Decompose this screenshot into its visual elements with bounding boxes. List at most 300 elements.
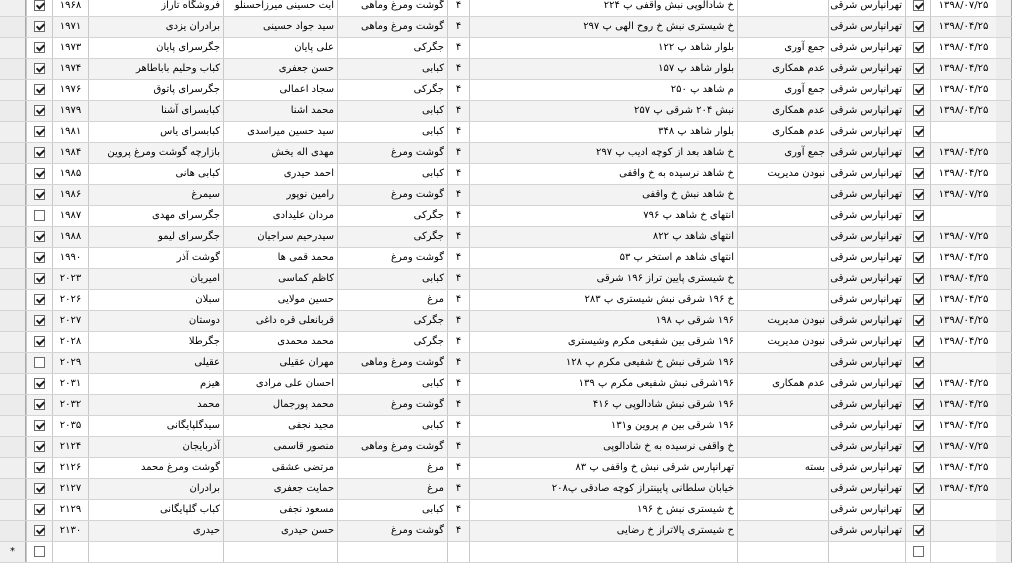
shop-name-cell[interactable]: جگرطلا — [88, 332, 223, 352]
verified-checkbox[interactable] — [913, 315, 924, 326]
district-cell[interactable]: ۴ — [447, 185, 469, 205]
active-checkbox[interactable] — [34, 105, 45, 116]
active-checkbox[interactable] — [34, 525, 45, 536]
verified-checkbox[interactable] — [913, 483, 924, 494]
table-row[interactable] — [0, 395, 1012, 416]
manager-cell[interactable]: مسعود نجفی — [223, 500, 337, 520]
district-cell[interactable]: ۴ — [447, 395, 469, 415]
table-row[interactable] — [0, 290, 1012, 311]
address-cell[interactable]: خ شادالوپی نبش واقفی پ ۲۲۴ — [469, 0, 737, 16]
area-cell[interactable]: تهرانپارس شرقی — [828, 311, 905, 331]
status-cell[interactable]: عدم همکاری — [737, 122, 828, 142]
area-cell[interactable]: تهرانپارس شرقی — [828, 395, 905, 415]
manager-cell[interactable]: آیت حسینی میرزاحسنلو — [223, 0, 337, 16]
record-selector[interactable] — [996, 164, 1012, 184]
verified-checkbox[interactable] — [913, 63, 924, 74]
active-checkbox[interactable] — [34, 462, 45, 473]
record-selector[interactable] — [996, 17, 1012, 37]
record-selector[interactable] — [0, 164, 26, 184]
active-checkbox[interactable] — [34, 399, 45, 410]
id-cell[interactable]: ۱۹۸۶ — [52, 185, 88, 205]
manager-cell[interactable]: منصور قاسمی — [223, 437, 337, 457]
table-row[interactable] — [0, 479, 1012, 500]
manager-cell[interactable]: سجاد اعمالی — [223, 80, 337, 100]
record-selector[interactable] — [0, 479, 26, 499]
shop-name-cell[interactable]: بازارچه گوشت ومرغ پروین — [88, 143, 223, 163]
shop-name-cell[interactable]: سیمرغ — [88, 185, 223, 205]
active-checkbox[interactable] — [34, 378, 45, 389]
district-cell[interactable]: ۴ — [447, 500, 469, 520]
id-cell[interactable]: ۱۹۷۶ — [52, 80, 88, 100]
date-cell[interactable]: ۱۳۹۸/۰۴/۲۵ — [930, 311, 996, 331]
verified-checkbox[interactable] — [913, 273, 924, 284]
area-cell[interactable]: تهرانپارس شرقی — [828, 332, 905, 352]
address-cell[interactable] — [469, 542, 737, 562]
status-cell[interactable] — [737, 17, 828, 37]
area-cell[interactable]: تهرانپارس شرقی — [828, 479, 905, 499]
district-cell[interactable]: ۴ — [447, 458, 469, 478]
table-row[interactable] — [0, 17, 1012, 38]
status-cell[interactable] — [737, 479, 828, 499]
active-checkbox[interactable] — [34, 0, 45, 11]
record-selector[interactable] — [0, 458, 26, 478]
category-cell[interactable]: گوشت ومرغ وماهی — [337, 353, 447, 373]
district-cell[interactable]: ۴ — [447, 80, 469, 100]
shop-name-cell[interactable]: جگرسرای پایان — [88, 38, 223, 58]
id-cell[interactable]: ۲۱۲۴ — [52, 437, 88, 457]
record-selector[interactable] — [996, 143, 1012, 163]
date-cell[interactable]: ۱۳۹۸/۰۷/۲۵ — [930, 185, 996, 205]
record-selector[interactable] — [0, 395, 26, 415]
shop-name-cell[interactable]: کبابسرای یاس — [88, 122, 223, 142]
status-cell[interactable] — [737, 416, 828, 436]
category-cell[interactable]: جگرکی — [337, 311, 447, 331]
status-cell[interactable]: جمع آوری — [737, 143, 828, 163]
table-row[interactable] — [0, 500, 1012, 521]
date-cell[interactable] — [930, 521, 996, 541]
table-row[interactable] — [0, 458, 1012, 479]
address-cell[interactable]: بلوار شاهد پ ۳۴۸ — [469, 122, 737, 142]
table-row[interactable] — [0, 332, 1012, 353]
status-cell[interactable]: عدم همکاری — [737, 59, 828, 79]
id-cell[interactable]: ۲۰۳۱ — [52, 374, 88, 394]
manager-cell[interactable]: حسن حیدری — [223, 521, 337, 541]
active-checkbox[interactable] — [34, 336, 45, 347]
shop-name-cell[interactable]: جگرسرای لیمو — [88, 227, 223, 247]
area-cell[interactable]: تهرانپارس شرقی — [828, 143, 905, 163]
active-checkbox[interactable] — [34, 189, 45, 200]
record-selector[interactable] — [0, 542, 26, 562]
id-cell[interactable]: ۲۰۲۶ — [52, 290, 88, 310]
manager-cell[interactable]: مرتضی عشقی — [223, 458, 337, 478]
record-selector[interactable] — [0, 332, 26, 352]
category-cell[interactable]: گوشت ومرغ — [337, 521, 447, 541]
verified-checkbox[interactable] — [913, 21, 924, 32]
category-cell[interactable] — [337, 542, 447, 562]
address-cell[interactable]: ۱۹۶ شرقی بین م پروین و۱۳۱ — [469, 416, 737, 436]
date-cell[interactable]: ۱۳۹۸/۰۴/۲۵ — [930, 395, 996, 415]
verified-checkbox[interactable] — [913, 357, 924, 368]
date-cell[interactable]: ۱۳۹۸/۰۴/۲۵ — [930, 332, 996, 352]
address-cell[interactable]: بلوار شاهد پ ۱۲۲ — [469, 38, 737, 58]
address-cell[interactable]: خ شاهد نرسیده به خ واقفی — [469, 164, 737, 184]
id-cell[interactable]: ۲۱۲۹ — [52, 500, 88, 520]
area-cell[interactable]: تهرانپارس شرقی — [828, 416, 905, 436]
table-row[interactable] — [0, 437, 1012, 458]
shop-name-cell[interactable]: جگرسرای پاتوق — [88, 80, 223, 100]
active-checkbox[interactable] — [34, 63, 45, 74]
category-cell[interactable]: کبابی — [337, 101, 447, 121]
manager-cell[interactable]: حسن جعفری — [223, 59, 337, 79]
manager-cell[interactable]: احسان علی مرادی — [223, 374, 337, 394]
record-selector[interactable] — [996, 416, 1012, 436]
record-selector[interactable] — [996, 269, 1012, 289]
date-cell[interactable]: ۱۳۹۸/۰۴/۲۵ — [930, 143, 996, 163]
record-selector[interactable] — [0, 143, 26, 163]
table-row[interactable] — [0, 353, 1012, 374]
shop-name-cell[interactable]: فروشگاه تاراز — [88, 0, 223, 16]
district-cell[interactable]: ۴ — [447, 227, 469, 247]
manager-cell[interactable]: قربانعلی قره داغی — [223, 311, 337, 331]
verified-checkbox[interactable] — [913, 105, 924, 116]
active-checkbox[interactable] — [34, 483, 45, 494]
category-cell[interactable]: کبابی — [337, 122, 447, 142]
new-record-row[interactable] — [0, 542, 1012, 563]
area-cell[interactable]: تهرانپارس شرقی — [828, 227, 905, 247]
area-cell[interactable]: تهرانپارس شرقی — [828, 269, 905, 289]
district-cell[interactable]: ۴ — [447, 206, 469, 226]
record-selector[interactable] — [996, 185, 1012, 205]
record-selector[interactable] — [996, 227, 1012, 247]
status-cell[interactable] — [737, 269, 828, 289]
shop-name-cell[interactable]: آذربایجان — [88, 437, 223, 457]
verified-checkbox[interactable] — [913, 462, 924, 473]
id-cell[interactable]: ۱۹۸۵ — [52, 164, 88, 184]
area-cell[interactable]: تهرانپارس شرقی — [828, 206, 905, 226]
record-selector[interactable] — [996, 80, 1012, 100]
status-cell[interactable]: عدم همکاری — [737, 101, 828, 121]
table-row[interactable] — [0, 59, 1012, 80]
district-cell[interactable]: ۴ — [447, 38, 469, 58]
category-cell[interactable]: گوشت ومرغ — [337, 143, 447, 163]
active-checkbox[interactable] — [34, 357, 45, 368]
table-row[interactable] — [0, 311, 1012, 332]
verified-checkbox[interactable] — [913, 231, 924, 242]
status-cell[interactable]: نبودن مدیریت — [737, 311, 828, 331]
verified-checkbox[interactable] — [913, 147, 924, 158]
date-cell[interactable]: ۱۳۹۸/۰۴/۲۵ — [930, 269, 996, 289]
status-cell[interactable] — [737, 437, 828, 457]
status-cell[interactable] — [737, 248, 828, 268]
active-checkbox[interactable] — [34, 504, 45, 515]
id-cell[interactable]: ۱۹۷۹ — [52, 101, 88, 121]
table-row[interactable] — [0, 0, 1012, 17]
id-cell[interactable]: ۱۹۶۸ — [52, 0, 88, 16]
date-cell[interactable]: ۱۳۹۸/۰۴/۲۵ — [930, 80, 996, 100]
table-row[interactable] — [0, 269, 1012, 290]
record-selector[interactable] — [996, 353, 1012, 373]
id-cell[interactable]: ۲۰۲۸ — [52, 332, 88, 352]
id-cell[interactable]: ۱۹۷۱ — [52, 17, 88, 37]
district-cell[interactable]: ۴ — [447, 17, 469, 37]
table-row[interactable] — [0, 374, 1012, 395]
table-row[interactable] — [0, 248, 1012, 269]
district-cell[interactable]: ۴ — [447, 143, 469, 163]
record-selector[interactable] — [996, 290, 1012, 310]
area-cell[interactable]: تهرانپارس شرقی — [828, 248, 905, 268]
active-checkbox[interactable] — [34, 420, 45, 431]
verified-checkbox[interactable] — [913, 0, 924, 11]
manager-cell[interactable]: محمد قمی ها — [223, 248, 337, 268]
shop-name-cell[interactable]: دوستان — [88, 311, 223, 331]
record-selector[interactable] — [996, 458, 1012, 478]
active-checkbox[interactable] — [34, 126, 45, 137]
district-cell[interactable]: ۴ — [447, 416, 469, 436]
date-cell[interactable] — [930, 122, 996, 142]
area-cell[interactable]: تهرانپارس شرقی — [828, 59, 905, 79]
shop-name-cell[interactable]: کباب وحلیم باباطاهر — [88, 59, 223, 79]
category-cell[interactable]: کبابی — [337, 269, 447, 289]
id-cell[interactable]: ۱۹۸۱ — [52, 122, 88, 142]
category-cell[interactable]: جگرکی — [337, 227, 447, 247]
table-row[interactable] — [0, 521, 1012, 542]
active-checkbox[interactable] — [34, 546, 45, 557]
shop-name-cell[interactable]: امیریان — [88, 269, 223, 289]
district-cell[interactable]: ۴ — [447, 353, 469, 373]
manager-cell[interactable]: علی پایان — [223, 38, 337, 58]
address-cell[interactable]: خیابان سلطانی پایینتراز کوچه صادقی پ۲۰۸ — [469, 479, 737, 499]
verified-checkbox[interactable] — [913, 378, 924, 389]
area-cell[interactable]: تهرانپارس شرقی — [828, 101, 905, 121]
area-cell[interactable]: تهرانپارس شرقی — [828, 17, 905, 37]
shop-name-cell[interactable]: کباب گلپایگانی — [88, 500, 223, 520]
manager-cell[interactable]: مهران عقیلی — [223, 353, 337, 373]
status-cell[interactable] — [737, 521, 828, 541]
category-cell[interactable]: گوشت ومرغ وماهی — [337, 17, 447, 37]
shop-name-cell[interactable]: گوشت ومرغ محمد — [88, 458, 223, 478]
status-cell[interactable] — [737, 500, 828, 520]
active-checkbox[interactable] — [34, 315, 45, 326]
address-cell[interactable]: انتهای شاهد پ ۸۲۲ — [469, 227, 737, 247]
shop-name-cell[interactable]: هیزم — [88, 374, 223, 394]
manager-cell[interactable]: کاظم کماسی — [223, 269, 337, 289]
record-selector[interactable] — [996, 0, 1012, 16]
id-cell[interactable]: ۲۰۳۲ — [52, 395, 88, 415]
id-cell[interactable]: ۱۹۷۴ — [52, 59, 88, 79]
category-cell[interactable]: گوشت ومرغ — [337, 395, 447, 415]
record-selector[interactable] — [0, 122, 26, 142]
district-cell[interactable]: ۴ — [447, 437, 469, 457]
manager-cell[interactable]: سید جواد حسینی — [223, 17, 337, 37]
id-cell[interactable]: ۲۰۲۳ — [52, 269, 88, 289]
date-cell[interactable]: ۱۳۹۸/۰۴/۲۵ — [930, 290, 996, 310]
address-cell[interactable]: ۱۹۶ شرقی پ ۱۹۸ — [469, 311, 737, 331]
record-selector[interactable] — [0, 38, 26, 58]
shop-name-cell[interactable]: جگرسرای مهدی — [88, 206, 223, 226]
district-cell[interactable]: ۴ — [447, 311, 469, 331]
verified-checkbox[interactable] — [913, 42, 924, 53]
date-cell[interactable] — [930, 500, 996, 520]
category-cell[interactable]: گوشت ومرغ وماهی — [337, 0, 447, 16]
status-cell[interactable] — [737, 206, 828, 226]
address-cell[interactable]: تهرانپارس شرقی نبش خ واقفی پ ۸۳ — [469, 458, 737, 478]
address-cell[interactable]: انتهای خ شاهد پ ۷۹۶ — [469, 206, 737, 226]
table-row[interactable] — [0, 80, 1012, 101]
shop-name-cell[interactable]: گوشت آذر — [88, 248, 223, 268]
manager-cell[interactable]: مجید نجفی — [223, 416, 337, 436]
area-cell[interactable]: تهرانپارس شرقی — [828, 437, 905, 457]
status-cell[interactable]: جمع آوری — [737, 80, 828, 100]
status-cell[interactable] — [737, 185, 828, 205]
area-cell[interactable]: تهرانپارس شرقی — [828, 0, 905, 16]
verified-checkbox[interactable] — [913, 210, 924, 221]
manager-cell[interactable]: احمد حیدری — [223, 164, 337, 184]
id-cell[interactable]: ۲۰۲۹ — [52, 353, 88, 373]
district-cell[interactable]: ۴ — [447, 164, 469, 184]
status-cell[interactable]: جمع آوری — [737, 38, 828, 58]
area-cell[interactable]: تهرانپارس شرقی — [828, 521, 905, 541]
record-selector[interactable] — [0, 290, 26, 310]
date-cell[interactable]: ۱۳۹۸/۰۴/۲۵ — [930, 248, 996, 268]
category-cell[interactable]: کبابی — [337, 374, 447, 394]
date-cell[interactable]: ۱۳۹۸/۰۷/۲۵ — [930, 0, 996, 16]
record-selector[interactable] — [996, 374, 1012, 394]
date-cell[interactable]: ۱۳۹۸/۰۴/۲۵ — [930, 59, 996, 79]
status-cell[interactable]: بسته — [737, 458, 828, 478]
active-checkbox[interactable] — [34, 84, 45, 95]
active-checkbox[interactable] — [34, 294, 45, 305]
category-cell[interactable]: جگرکی — [337, 38, 447, 58]
active-checkbox[interactable] — [34, 231, 45, 242]
date-cell[interactable] — [930, 353, 996, 373]
verified-checkbox[interactable] — [913, 294, 924, 305]
record-selector[interactable] — [0, 500, 26, 520]
verified-checkbox[interactable] — [913, 420, 924, 431]
district-cell[interactable]: ۴ — [447, 479, 469, 499]
address-cell[interactable]: ۱۹۶شرقی نبش شفیعی مکرم پ ۱۳۹ — [469, 374, 737, 394]
address-cell[interactable]: خ ۱۹۶ شرقی نبش شیستری پ ۲۸۳ — [469, 290, 737, 310]
address-cell[interactable]: بلوار شاهد پ ۱۵۷ — [469, 59, 737, 79]
status-cell[interactable] — [737, 290, 828, 310]
area-cell[interactable] — [828, 542, 905, 562]
verified-checkbox[interactable] — [913, 168, 924, 179]
date-cell[interactable]: ۱۳۹۸/۰۴/۲۵ — [930, 38, 996, 58]
record-selector[interactable] — [0, 59, 26, 79]
date-cell[interactable]: ۱۳۹۸/۰۷/۲۵ — [930, 227, 996, 247]
address-cell[interactable]: ح شیستری پالاتراز خ رضایی — [469, 521, 737, 541]
record-selector[interactable] — [996, 311, 1012, 331]
record-selector[interactable] — [996, 248, 1012, 268]
category-cell[interactable]: مرغ — [337, 458, 447, 478]
status-cell[interactable] — [737, 353, 828, 373]
verified-checkbox[interactable] — [913, 546, 924, 557]
id-cell[interactable]: ۱۹۸۴ — [52, 143, 88, 163]
record-selector[interactable] — [996, 395, 1012, 415]
record-selector[interactable] — [0, 17, 26, 37]
active-checkbox[interactable] — [34, 441, 45, 452]
active-checkbox[interactable] — [34, 147, 45, 158]
address-cell[interactable]: م شاهد پ ۲۵۰ — [469, 80, 737, 100]
record-selector[interactable] — [0, 416, 26, 436]
id-cell[interactable]: ۲۱۳۰ — [52, 521, 88, 541]
district-cell[interactable]: ۴ — [447, 521, 469, 541]
record-selector[interactable] — [0, 437, 26, 457]
record-selector[interactable] — [996, 122, 1012, 142]
id-cell[interactable]: ۱۹۸۸ — [52, 227, 88, 247]
id-cell[interactable]: ۲۱۲۷ — [52, 479, 88, 499]
id-cell[interactable]: ۱۹۹۰ — [52, 248, 88, 268]
category-cell[interactable]: گوشت ومرغ — [337, 185, 447, 205]
table-row[interactable] — [0, 101, 1012, 122]
area-cell[interactable]: تهرانپارس شرقی — [828, 458, 905, 478]
address-cell[interactable]: خ شیستری نبش خ ۱۹۶ — [469, 500, 737, 520]
table-row[interactable] — [0, 38, 1012, 59]
manager-cell[interactable]: رامین نوپور — [223, 185, 337, 205]
district-cell[interactable] — [447, 542, 469, 562]
category-cell[interactable]: جگرکی — [337, 80, 447, 100]
district-cell[interactable]: ۴ — [447, 269, 469, 289]
manager-cell[interactable]: محمد اشنا — [223, 101, 337, 121]
date-cell[interactable]: ۱۳۹۸/۰۷/۲۵ — [930, 437, 996, 457]
category-cell[interactable]: مرغ — [337, 479, 447, 499]
category-cell[interactable]: کبابی — [337, 500, 447, 520]
status-cell[interactable] — [737, 0, 828, 16]
area-cell[interactable]: تهرانپارس شرقی — [828, 500, 905, 520]
record-selector[interactable] — [996, 101, 1012, 121]
area-cell[interactable]: تهرانپارس شرقی — [828, 290, 905, 310]
district-cell[interactable]: ۴ — [447, 248, 469, 268]
category-cell[interactable]: کبابی — [337, 59, 447, 79]
table-row[interactable] — [0, 416, 1012, 437]
shop-name-cell[interactable]: محمد — [88, 395, 223, 415]
shop-name-cell[interactable]: سبلان — [88, 290, 223, 310]
shop-name-cell[interactable]: برادران — [88, 479, 223, 499]
manager-cell[interactable]: سید حسین میراسدی — [223, 122, 337, 142]
active-checkbox[interactable] — [34, 168, 45, 179]
manager-cell[interactable]: محمد محمدی — [223, 332, 337, 352]
district-cell[interactable]: ۴ — [447, 101, 469, 121]
manager-cell[interactable]: سیدرحیم سراجیان — [223, 227, 337, 247]
date-cell[interactable]: ۱۳۹۸/۰۴/۲۵ — [930, 458, 996, 478]
record-selector[interactable] — [0, 374, 26, 394]
date-cell[interactable]: ۱۳۹۸/۰۴/۲۵ — [930, 17, 996, 37]
record-selector[interactable] — [0, 227, 26, 247]
address-cell[interactable]: خ واقفی نرسیده به خ شادالوپی — [469, 437, 737, 457]
record-selector[interactable] — [996, 500, 1012, 520]
date-cell[interactable]: ۱۳۹۸/۰۴/۲۵ — [930, 416, 996, 436]
district-cell[interactable]: ۴ — [447, 374, 469, 394]
record-selector[interactable] — [996, 542, 1012, 562]
manager-cell[interactable]: مردان علیدادی — [223, 206, 337, 226]
record-selector[interactable] — [0, 311, 26, 331]
address-cell[interactable]: ۱۹۶ شرقی نبش خ شفیعی مکرم پ ۱۲۸ — [469, 353, 737, 373]
record-selector[interactable] — [0, 248, 26, 268]
category-cell[interactable]: جگرکی — [337, 206, 447, 226]
address-cell[interactable]: خ شیستری پایین تراز ۱۹۶ شرقی — [469, 269, 737, 289]
active-checkbox[interactable] — [34, 252, 45, 263]
manager-cell[interactable] — [223, 542, 337, 562]
active-checkbox[interactable] — [34, 273, 45, 284]
date-cell[interactable]: ۱۳۹۸/۰۴/۲۵ — [930, 164, 996, 184]
record-selector[interactable] — [996, 479, 1012, 499]
record-selector[interactable] — [996, 437, 1012, 457]
address-cell[interactable]: خ شاهد بعد از کوچه ادیب پ ۲۹۷ — [469, 143, 737, 163]
category-cell[interactable]: مرغ — [337, 290, 447, 310]
shop-name-cell[interactable]: عقیلی — [88, 353, 223, 373]
date-cell[interactable] — [930, 206, 996, 226]
table-row[interactable] — [0, 122, 1012, 143]
record-selector[interactable] — [996, 59, 1012, 79]
